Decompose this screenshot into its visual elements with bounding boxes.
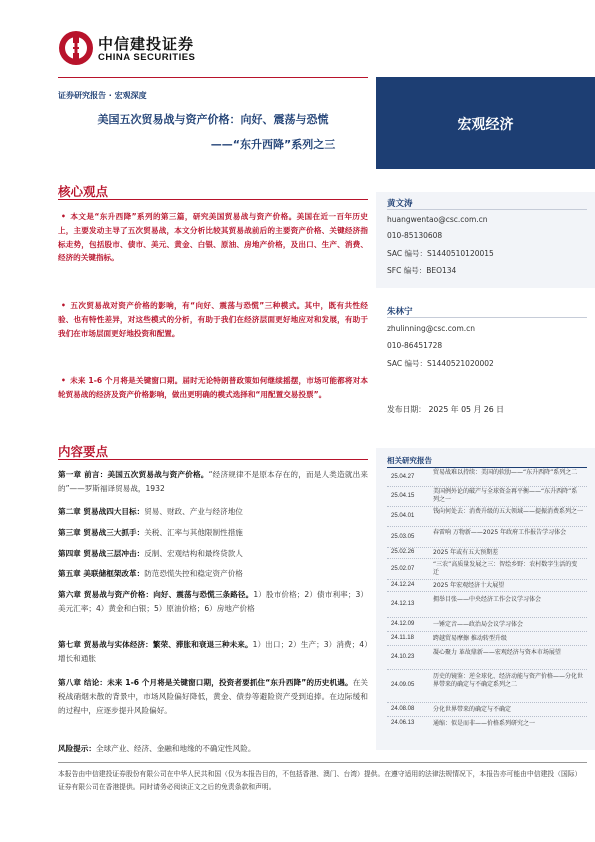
related-report-title: 春雷响 万物新——2025 年政府工作报告学习体会 (433, 529, 567, 536)
related-report-date: 24.06.13 (391, 720, 415, 726)
china-securities-logo-icon (58, 30, 94, 66)
brand-name-en: CHINA SECURITIES (98, 52, 196, 63)
core-view-point (58, 299, 368, 340)
chapter-item (58, 547, 368, 561)
core-view-point (58, 374, 368, 402)
related-report-item[interactable] (387, 618, 587, 632)
chapter-text: “经济规律不是原本存在的，而是人类造就出来的”——罗斯福译贸易战，1932 (58, 470, 368, 493)
related-report-date: 24.12.24 (391, 582, 415, 588)
chapter-text: 1）股市价格；2）债市利率；3）美元汇率；4）黄金和白银；5）原油价格；6）房地产价格 (58, 590, 368, 613)
core-view-point-text: 未来 1-6 个月将是关键窗口期。届时无论特朗普政策如何继续摇摆，市场可能都将对本轮贸易战的经济及资产价格影响，做出更明确的模式选择和“用配置交易投票”。 (58, 376, 368, 399)
bullet-icon: • (61, 301, 66, 310)
risk-label: 风险提示： (58, 744, 96, 753)
related-reports-heading: 相关研究报告 (387, 456, 432, 465)
related-report-title: 分化世界带来的确定与不确定 (433, 706, 512, 713)
publish-date-label: 发布日期： (387, 405, 426, 414)
bullet-icon: • (61, 376, 66, 385)
author-email[interactable]: huangwentao@csc.com.cn (387, 215, 488, 224)
related-report-item[interactable] (387, 592, 587, 618)
chapter-item (58, 676, 368, 717)
report-title: 美国五次贸易战与资产价格：向好、震荡与恐慌 (97, 113, 329, 126)
related-report-date: 24.09.05 (391, 682, 415, 688)
author-sac-number: SAC 编号：S1440510120015 (387, 249, 494, 258)
chapter-item (58, 468, 368, 496)
author-email[interactable]: zhulinning@csc.com.cn (387, 324, 476, 333)
related-report-item[interactable] (387, 580, 587, 592)
related-report-date: 24.08.08 (391, 706, 415, 712)
footer-disclaimer: 本报告由中信建投证券股份有限公司在中华人民共和国（仅为本报告目的，不包括香港、澳门、台湾）提供。在遵守适用的法律法规情况下，本报告亦可能由中信建投（国际）证券有限公司在香港提供。同时请务必阅读正文之后的免责条款和声明。 (58, 770, 582, 791)
related-report-item[interactable] (387, 468, 587, 487)
core-view-divider (58, 199, 368, 200)
chapter-item (58, 638, 368, 666)
chapter-label: 第五章 美联储框架改革： (58, 569, 145, 578)
core-view-point-text: 五次贸易战对资产价格的影响，有“向好、震荡与恐慌”三种模式。其中，既有共性经验、也有特性差异，对这些模式的分析，有助于我们在经济层面更好地应对和发展，有助于我们在市场层面更好地投资和配置。 (58, 301, 368, 338)
chapter-label: 第八章 结论：未来 1-6 个月将是关键窗口期，投资者要抓住“东升西降”的历史机遇。 (58, 678, 353, 687)
related-report-item[interactable] (387, 646, 587, 670)
related-report-date: 25.03.05 (391, 534, 415, 540)
chapter-label: 第七章 贸易战与实体经济：繁荣、滞胀和衰退三种未来。 (58, 640, 253, 649)
chapter-item (58, 526, 368, 540)
chapter-text: 贸易、财政、产业与经济地位 (144, 507, 243, 516)
related-report-title: 跨越贸易摩擦 推动转型升级 (433, 635, 507, 642)
author-sfc-number: SFC 编号：BEO134 (387, 266, 457, 275)
category-label: 宏观经济 (457, 117, 514, 133)
bullet-icon: • (61, 212, 66, 221)
chapter-label: 第一章 前言：美国五次贸易战与资产价格。 (58, 470, 209, 479)
contents-heading: 内容要点 (58, 444, 109, 459)
related-report-item[interactable] (387, 559, 587, 580)
chapter-label: 第四章 贸易战三层冲击： (58, 549, 145, 558)
related-report-date: 24.12.09 (391, 621, 415, 627)
related-report-date: 25.04.01 (391, 513, 415, 519)
chapter-label: 第六章 贸易战与资产价格：向好、震荡与恐慌三条路径。 (58, 590, 254, 599)
report-type: 证券研究报告 · 宏观深度 (58, 91, 147, 100)
related-report-title: “三农”高质量发展之三：智绘乡野：农村数字生活的变迁 (433, 561, 578, 577)
core-view-heading: 核心观点 (58, 184, 109, 199)
brand-logo (58, 30, 258, 66)
related-report-title: 贸易战难以持续：美国的软肋——“东升西降”系列之二 (433, 469, 578, 476)
chapter-item (58, 567, 368, 581)
related-report-date: 25.02.26 (391, 549, 415, 555)
chapter-text: 1）出口；2）生产；3）消费；4）增长和通胀 (58, 640, 368, 663)
publish-date (387, 404, 504, 415)
author-phone: 010-86451728 (387, 341, 443, 350)
related-report-item[interactable] (387, 507, 587, 527)
related-report-title: 通缩：似是而非——价格系列研究之一 (433, 720, 536, 727)
risk-text: 全球产业、经济、金融和地缘的不确定性风险。 (95, 744, 256, 753)
author-sac-number: SAC 编号：S1440521020002 (387, 359, 494, 368)
related-report-date: 24.11.18 (391, 635, 414, 641)
report-subtitle: ——“东升西降”系列之三 (210, 138, 336, 151)
related-report-title: 一锤定音——政治局会议学习体会 (433, 621, 524, 628)
related-report-item[interactable] (387, 632, 587, 646)
author-phone: 010-85130608 (387, 231, 443, 240)
chapter-text: 反制、宏观结构和最终贷款人 (144, 549, 243, 558)
publish-date-value: 2025 年 05 月 26 日 (428, 405, 504, 414)
core-view-point-text: 本文是“东升西降”系列的第三篇，研究美国贸易战与资产价格。美国在近一百年历史上，主要发动主导了五次贸易战，本文分析比较其贸易战前后的主要资产价格、关键经济指标走势，包括股市、债市、美元、黄金、白银、原油、房地产价格，及出口、生产、消费、经济的关键指标。 (58, 212, 368, 263)
related-report-item[interactable] (387, 487, 587, 507)
chapter-item (58, 588, 368, 616)
related-report-date: 24.12.13 (391, 601, 415, 607)
chapter-text: 防范恐慌失控和稳定资产价格 (144, 569, 243, 578)
related-report-item[interactable] (387, 703, 587, 717)
related-report-item[interactable] (387, 548, 587, 559)
chapter-label: 第三章 贸易战三大抓手： (58, 528, 145, 537)
contents-divider (58, 459, 368, 460)
header-divider (58, 77, 368, 78)
brand-name-cn: 中信建投证券 (98, 35, 195, 53)
author-name: 黄文涛 (387, 199, 413, 209)
related-report-date: 25.02.07 (391, 566, 415, 572)
related-report-title: 历史的镜鉴：逆全球化、经济动能与资产价格——分化世界带来的确定与不确定系列之二 (433, 673, 584, 689)
related-report-item[interactable] (387, 670, 587, 703)
chapter-label: 第二章 贸易战四大目标： (58, 507, 145, 516)
author-name: 朱林宁 (387, 307, 413, 317)
author-divider (387, 209, 587, 210)
related-report-title: 2025 年宏观经济十大展望 (433, 582, 505, 589)
related-report-title: 拥举目张——中央经济工作会议学习体会 (433, 596, 542, 603)
related-report-date: 25.04.27 (391, 474, 415, 480)
related-report-date: 25.04.15 (391, 493, 415, 499)
related-report-title: 2025 年或有五大预期差 (433, 549, 499, 556)
related-report-item[interactable] (387, 717, 587, 731)
related-report-item[interactable] (387, 527, 587, 548)
author-divider (387, 317, 587, 318)
chapter-text: 在关税战硝烟未散的背景中，市场风险偏好降低，黄金、债券等避险资产受到追捧。在边际缓和的过程中，应逐步提升风险偏好。 (58, 678, 368, 715)
category-banner (376, 77, 595, 169)
footer-divider (58, 762, 587, 763)
chapter-item (58, 505, 368, 519)
related-report-date: 24.10.23 (391, 654, 415, 660)
related-report-title: 凝心聚力 革故鼎新——宏观经济与资本市场展望 (433, 649, 561, 656)
related-report-title: 钱向何处去：消费升级的五大领域——提振消费系列之一 (433, 508, 584, 515)
core-view-point (58, 210, 368, 265)
related-report-title: 美国例外论的破产与全球资金再平衡——“东升西降”系列之一 (433, 488, 578, 504)
risk-warning (58, 742, 368, 756)
chapter-text: 关税、汇率与其他限制性措施 (144, 528, 243, 537)
